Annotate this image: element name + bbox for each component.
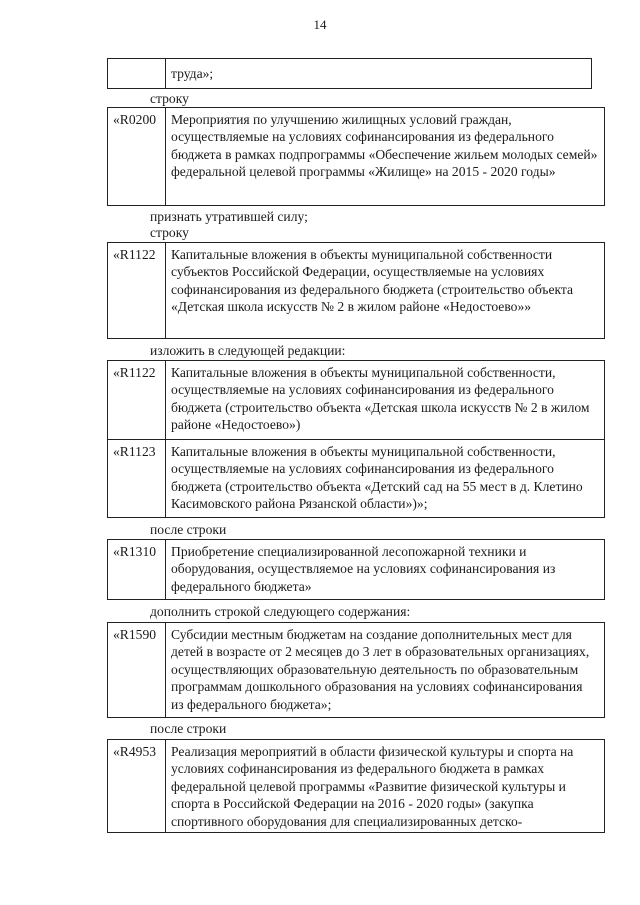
row-code-cell: «R1310 — [108, 540, 166, 599]
instruction-text: признать утратившей силу; — [150, 209, 308, 224]
instruction-text: строку — [150, 225, 189, 240]
row-code-cell: «R1122 — [108, 243, 166, 338]
instruction-text: изложить в следующей редакции: — [150, 343, 346, 358]
row-text-cell: Капитальные вложения в объекты муниципальной собственности, осуществляемые на условиях софинансирования из федерального бюджета (строительство объекта «Детский сад на 55 мест в д. Клетино Касимовского района Рязанской области»)»; — [171, 444, 583, 512]
row-code-cell: «R1122 — [108, 361, 166, 439]
row-code-cell: «R0200 — [108, 108, 166, 205]
row-text-cell: Реализация мероприятий в области физической культуры и спорта на условиях софинансирования из федерального бюджета в рамках федеральной целевой программы «Развитие физической культуры и спорта в Российской Федерации на 2016 - 2020 годы» (закупка спортивного оборудования для специализированных детско- — [171, 744, 574, 829]
row-text-cell: Капитальные вложения в объекты муниципальной собственности, осуществляемые на условиях софинансирования из федерального бюджета (строительство объекта «Детская школа искусств № 2 в жилом районе «Недостоево») — [171, 365, 590, 433]
table-row-r1123 — [107, 439, 605, 518]
page-number: 14 — [313, 17, 327, 32]
instruction-text: после строки — [150, 522, 227, 537]
table-row-r0200 — [107, 107, 605, 206]
row-code-cell: «R1123 — [108, 440, 166, 517]
row-text-cell: Мероприятия по улучшению жилищных условий граждан, осуществляемые на условиях софинансирования из федерального бюджета в рамках подпрограммы «Обеспечение жильем молодых семей» федеральной целевой программы «Жилище» на 2015 - 2020 годы» — [171, 112, 598, 180]
row-code-cell — [108, 59, 166, 88]
row-code-cell: «R1590 — [108, 623, 166, 717]
table-row-r1310 — [107, 539, 605, 600]
table-row-r1122-new — [107, 360, 605, 440]
row-code-cell: «R4953 — [108, 740, 166, 832]
table-row-r4953 — [107, 739, 605, 833]
instruction-text: после строки — [150, 721, 227, 736]
row-text-cell: труда»; — [171, 66, 214, 81]
table-row-continuation — [107, 58, 592, 89]
instruction-text: дополнить строкой следующего содержания: — [150, 604, 411, 619]
instruction-text: строку — [150, 91, 189, 106]
row-text-cell: Приобретение специализированной лесопожарной техники и оборудования, осуществляемое на условиях софинансирования из федерального бюджета» — [171, 544, 556, 594]
row-text-cell: Субсидии местным бюджетам на создание дополнительных мест для детей в возрасте от 2 месяцев до 3 лет в образовательных организациях, осуществляющих образовательную деятельность по образовательным программам дошкольного образования на условиях софинансирования из федерального бюджета»; — [171, 627, 590, 712]
table-row-r1590 — [107, 622, 605, 718]
table-row-r1122-old — [107, 242, 605, 339]
row-text-cell: Капитальные вложения в объекты муниципальной собственности субъектов Российской Федерации, осуществляемые на условиях софинансирования из федерального бюджета (строительство объекта «Детская школа искусств № 2 в жилом районе «Недостоево»» — [171, 247, 574, 315]
